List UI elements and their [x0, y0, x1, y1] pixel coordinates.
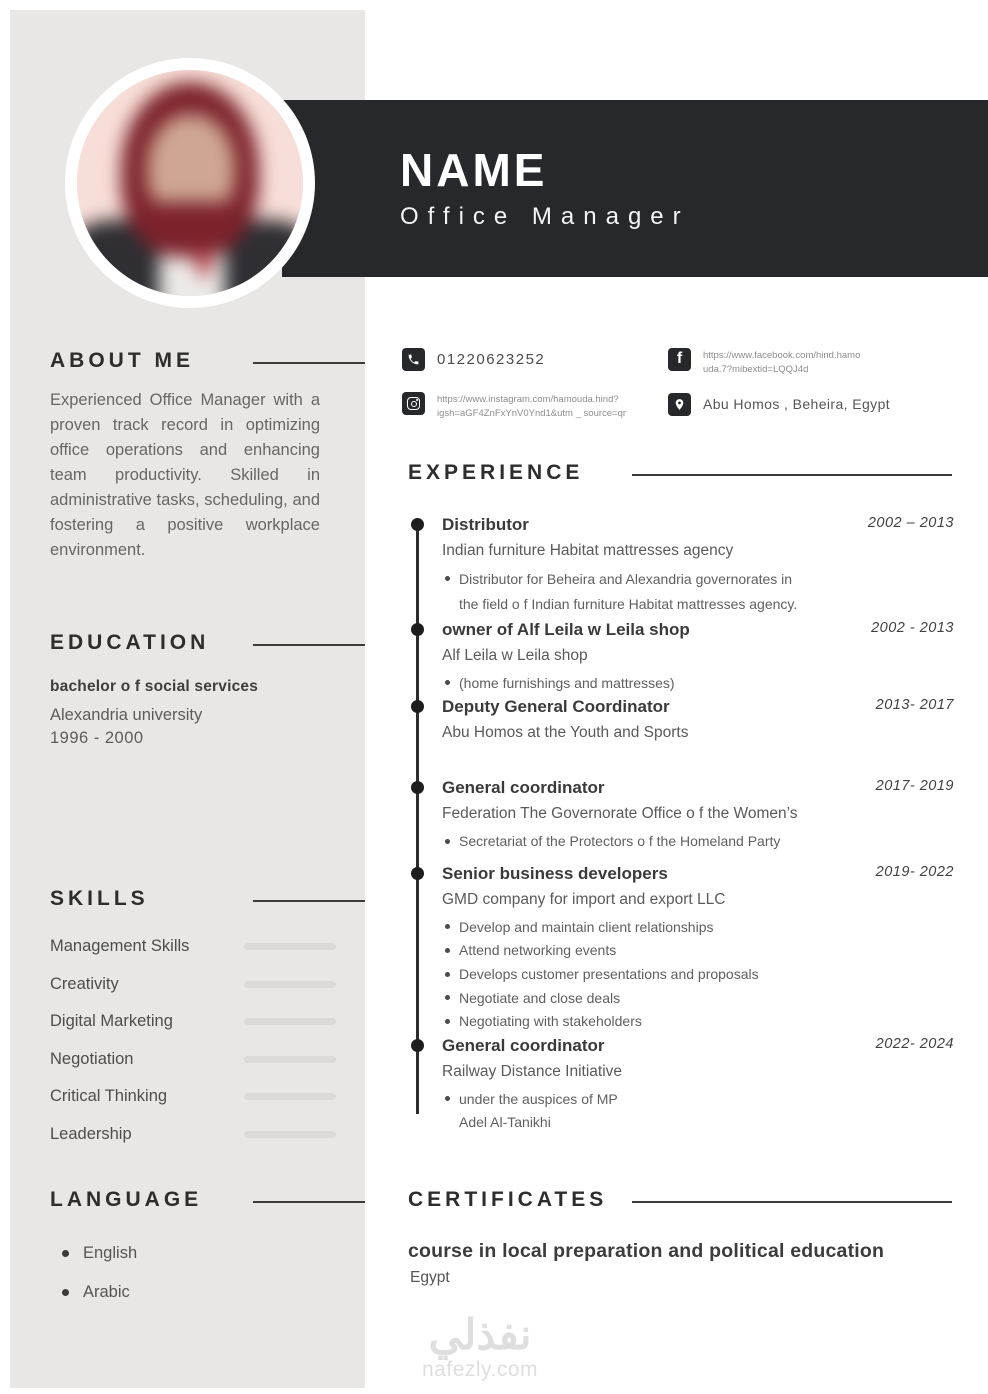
experience-bullets [442, 916, 952, 1034]
skill-label: Critical Thinking [50, 1087, 168, 1106]
experience-bullets [442, 830, 952, 854]
skill-row [50, 1041, 336, 1079]
job-title: Office Manager [400, 203, 690, 231]
experience-heading-label: EXPERIENCE [408, 461, 584, 484]
skills-heading-label: SKILLS [50, 887, 149, 910]
experience-bullet: Distributor for Beheira and Alexandria governorates in the field o f Indian furniture Habitat mattresses agency. [442, 567, 804, 618]
skill-bar [244, 1093, 336, 1100]
instagram-url[interactable]: https://www.instagram.com/hamouda.hind? igsh=aGF4ZnFxYnV0Ynd1&utm _ source=qr [437, 394, 627, 420]
education-heading [50, 631, 365, 659]
profile-photo-blur [77, 70, 303, 296]
experience-heading [408, 461, 952, 489]
experience-title: Deputy General Coordinator [442, 697, 670, 717]
experience-bullet: Negotiate and close deals [442, 987, 952, 1011]
experience-company: Alf Leila w Leila shop [442, 646, 588, 664]
certificate-location: Egypt [410, 1269, 450, 1286]
language-label: English [83, 1244, 138, 1262]
skill-row [50, 1078, 336, 1116]
language-label: Arabic [83, 1283, 130, 1301]
about-heading-label: ABOUT ME [50, 349, 194, 372]
experience-title: Senior business developers [442, 863, 668, 883]
language-item [62, 1273, 137, 1312]
education-years: 1996 - 2000 [50, 729, 144, 747]
experience-item [408, 863, 952, 1034]
skills-list [50, 928, 336, 1153]
experience-title: Distributor [442, 515, 529, 534]
experience-title: General coordinator [442, 1035, 605, 1055]
skill-row [50, 1116, 336, 1154]
experience-title-row [442, 514, 952, 536]
language-heading-label: LANGUAGE [50, 1188, 203, 1211]
bullet-dot-icon [62, 1289, 69, 1296]
contact-facebook [668, 348, 860, 378]
skill-label: Management Skills [50, 937, 190, 956]
experience-company: Railway Distance Initiative [442, 1062, 623, 1080]
experience-date: 2017- 2019 [875, 778, 954, 795]
experience-item [408, 514, 952, 618]
skill-bar [244, 943, 336, 950]
experience-company: GMD company for import and export LLC [442, 890, 726, 908]
experience-title-row [442, 863, 952, 885]
experience-company: Abu Homos at the Youth and Sports [442, 724, 689, 742]
experience-bullet: Secretariat of the Protectors o f the Homeland Party [442, 830, 952, 854]
skill-row [50, 966, 336, 1004]
experience-list [408, 514, 952, 1136]
skill-bar [244, 981, 336, 988]
education-heading-label: EDUCATION [50, 631, 210, 654]
experience-bullet: (home furnishings and mattresses) [442, 672, 952, 696]
section-divider [253, 644, 365, 646]
skills-heading [50, 887, 365, 915]
experience-bullets [442, 567, 952, 618]
experience-item [408, 777, 952, 854]
skill-bar [244, 1018, 336, 1025]
about-text: Experienced Office Manager with a proven track record in optimizing office operations and enhancing team productivity. Skilled in administrative tasks, scheduling, and fostering a positive workplace environment. [50, 391, 320, 560]
experience-bullets [442, 672, 952, 696]
experience-date: 2002 – 2013 [867, 515, 954, 531]
watermark-arabic: نفذلي [428, 1311, 532, 1358]
experience-title: General coordinator [442, 778, 605, 798]
experience-item [408, 619, 952, 696]
location-text: Abu Homos , Beheira, Egypt [703, 396, 891, 412]
experience-item [408, 1035, 952, 1135]
contact-phone [402, 348, 545, 371]
experience-title-row [442, 777, 952, 799]
experience-title-row [442, 1035, 952, 1057]
facebook-url[interactable]: https://www.facebook.com/hind.hamo uda.7?mibextid=LQQJ4d [703, 350, 861, 376]
watermark-site: nafezly.com [422, 1358, 538, 1382]
phone-number[interactable]: 01220623252 [437, 351, 546, 368]
education-degree: bachelor o f social services [50, 678, 259, 695]
experience-bullet: under the auspices of MP Adel Al-Tanikhi [442, 1088, 642, 1135]
section-divider [253, 1201, 365, 1203]
instagram-icon [402, 392, 425, 415]
about-heading [50, 349, 365, 377]
contact-instagram [402, 392, 626, 422]
facebook-icon: f [668, 348, 691, 371]
experience-bullet: Negotiating with stakeholders [442, 1010, 952, 1034]
skill-label: Digital Marketing [50, 1012, 173, 1031]
language-item [62, 1234, 137, 1273]
education-school: Alexandria university [50, 706, 203, 724]
certificates-heading [408, 1188, 952, 1216]
experience-bullet: Develops customer presentations and proposals [442, 963, 952, 987]
person-name: NAME [400, 143, 548, 196]
experience-bullet: Attend networking events [442, 939, 952, 963]
experience-bullet: Develop and maintain client relationships [442, 916, 952, 940]
contact-location [668, 393, 890, 416]
experience-date: 2013- 2017 [875, 697, 954, 714]
section-divider [632, 1201, 952, 1203]
experience-title-row [442, 619, 952, 641]
phone-icon [402, 348, 425, 371]
section-divider [253, 900, 365, 902]
skill-label: Leadership [50, 1124, 132, 1143]
certificate-title: course in local preparation and political education [408, 1240, 885, 1262]
skill-label: Creativity [50, 974, 119, 993]
experience-date: 2019- 2022 [875, 863, 954, 880]
certificates-heading-label: CERTIFICATES [408, 1188, 608, 1211]
language-list [62, 1234, 137, 1312]
experience-bullets [442, 1088, 952, 1135]
profile-photo [65, 58, 315, 308]
map-pin-icon [668, 393, 691, 416]
experience-title: owner of Alf Leila w Leila shop [442, 619, 690, 639]
skill-bar [244, 1056, 336, 1063]
experience-date: 2002 - 2013 [871, 619, 954, 636]
skill-row [50, 928, 336, 966]
experience-title-row [442, 696, 952, 718]
experience-date: 2022- 2024 [875, 1035, 954, 1052]
section-divider [253, 362, 365, 364]
watermark [390, 1312, 570, 1382]
header-bar [282, 100, 988, 277]
section-divider [632, 474, 952, 476]
bullet-dot-icon [62, 1250, 69, 1257]
skill-bar [244, 1131, 336, 1138]
language-heading [50, 1188, 365, 1216]
skill-label: Negotiation [50, 1049, 134, 1068]
skill-row [50, 1003, 336, 1041]
experience-company: Federation The Governorate Office o f the Women’s [442, 805, 798, 823]
experience-item [408, 696, 952, 744]
profile-photo-image [77, 70, 303, 296]
experience-company: Indian furniture Habitat mattresses agency [442, 542, 734, 559]
